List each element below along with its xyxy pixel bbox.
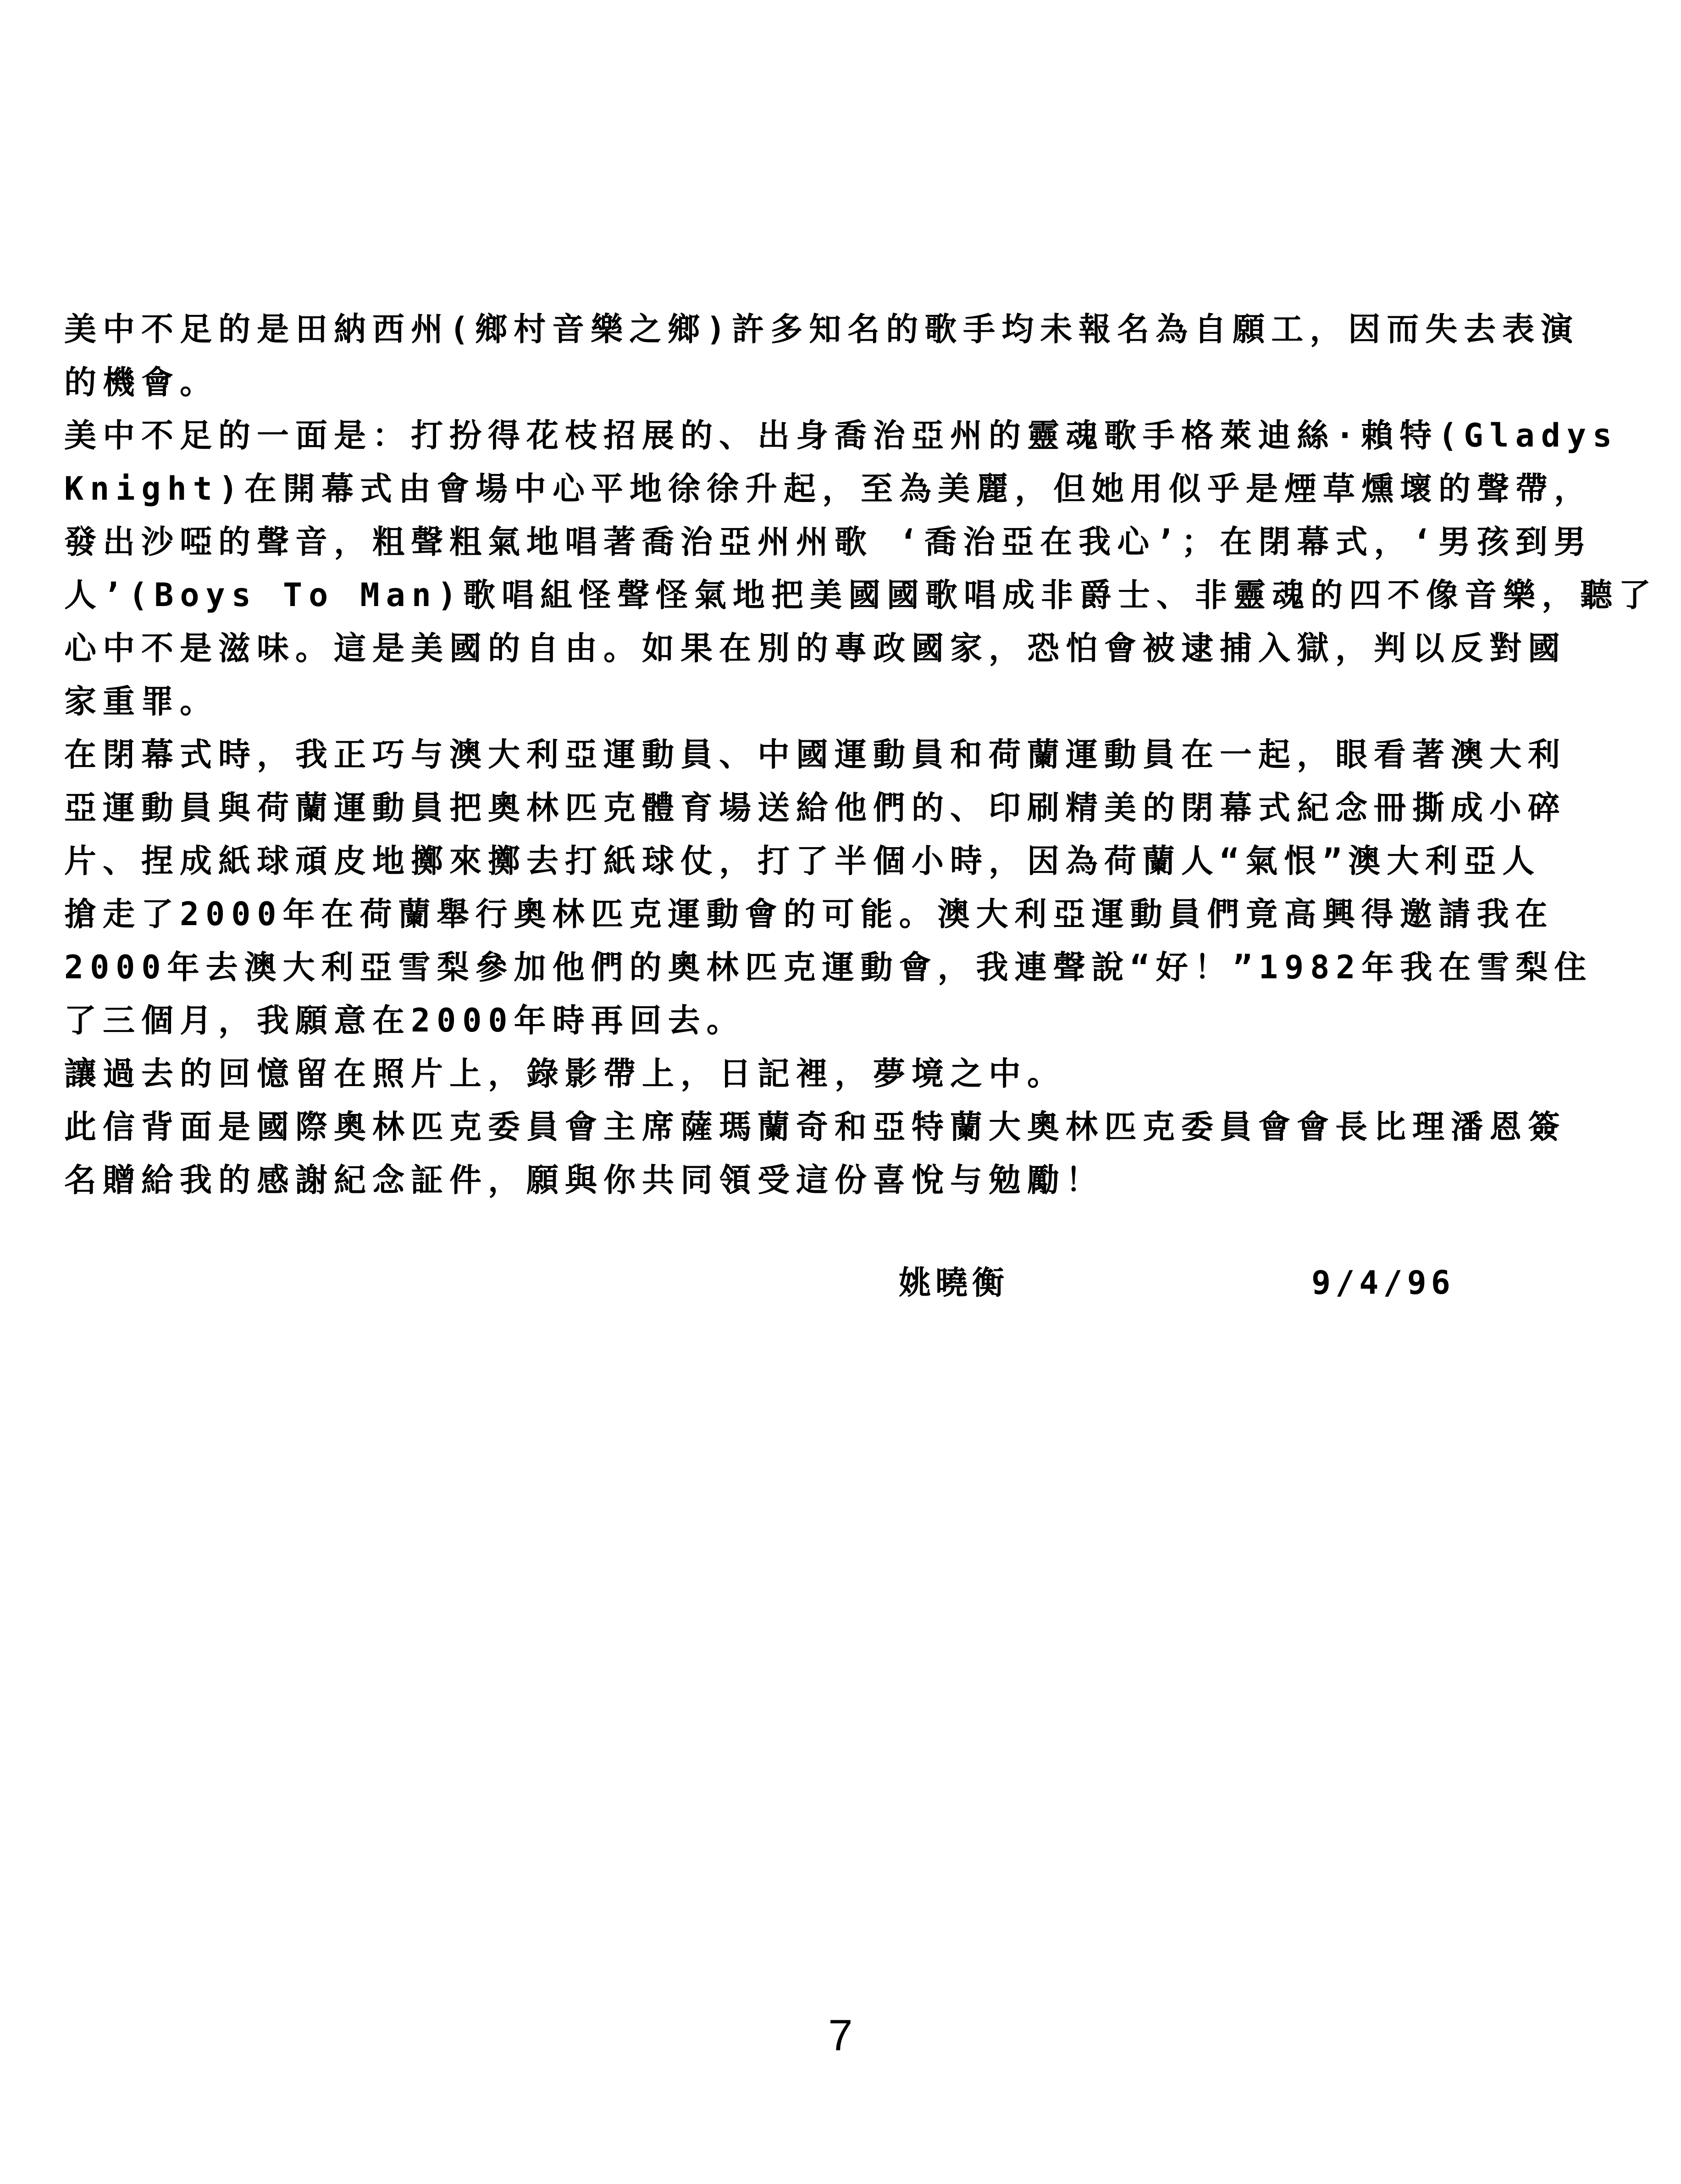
text-line: 此信背面是國際奧林匹克委員會主席薩瑪蘭奇和亞特蘭大奧林匹克委員會會長比理潘恩簽 xyxy=(64,1108,1566,1146)
text-line: 在閉幕式時，我正巧与澳大利亞運動員、中國運動員和荷蘭運動員在一起，眼看著澳大利 xyxy=(64,736,1566,773)
text-line: 家重罪。 xyxy=(64,683,218,720)
text-line: 人’(Boys To Man)歌唱組怪聲怪氣地把美國國歌唱成非爵士、非靈魂的四不像音樂，聽了 xyxy=(64,576,1658,614)
signature-date: 9/4/96 xyxy=(1311,1264,1455,1302)
text-line: 發出沙啞的聲音，粗聲粗氣地唱著喬治亞州州歌 ‘喬治亞在我心’；在閉幕式，‘男孩到男 xyxy=(64,523,1593,561)
letter-body xyxy=(64,303,1658,1207)
text-line: Knight)在開幕式由會場中心平地徐徐升起，至為美麗，但她用似乎是煙草燻壞的聲帶， xyxy=(64,470,1593,507)
text-line: 了三個月，我願意在2000年時再回去。 xyxy=(64,1002,745,1039)
text-line: 讓過去的回憶留在照片上，錄影帶上，日記裡，夢境之中。 xyxy=(64,1055,1066,1092)
text-line: 美中不足的一面是：打扮得花枝招展的、出身喬治亞州的靈魂歌手格萊迪絲·賴特(Gladys xyxy=(64,417,1619,454)
text-line: 2000年去澳大利亞雪梨參加他們的奧林匹克運動會，我連聲說“好！”1982年我在雪梨住 xyxy=(64,949,1593,986)
text-line: 心中不是滋味。這是美國的自由。如果在別的專政國家，恐怕會被逮捕入獄，判以反對國 xyxy=(64,629,1566,667)
text-line: 片、捏成紙球頑皮地擲來擲去打紙球仗，打了半個小時，因為荷蘭人“氣恨”澳大利亞人 xyxy=(64,842,1541,880)
text-line: 的機會。 xyxy=(64,364,218,401)
text-line: 搶走了2000年在荷蘭舉行奧林匹克運動會的可能。澳大利亞運動員們竟高興得邀請我在 xyxy=(64,895,1554,933)
page-number: 7 xyxy=(828,2011,853,2060)
text-line: 美中不足的是田納西州(鄉村音樂之鄉)許多知名的歌手均未報名為自願工，因而失去表演 xyxy=(64,310,1580,348)
text-line: 名贈給我的感謝紀念証件，願與你共同領受這份喜悅与勉勵！ xyxy=(64,1161,1104,1199)
text-line: 亞運動員與荷蘭運動員把奧林匹克體育場送給他們的、印刷精美的閉幕式紀念冊撕成小碎 xyxy=(64,789,1566,827)
signature-name: 姚曉衡 xyxy=(899,1264,1009,1302)
